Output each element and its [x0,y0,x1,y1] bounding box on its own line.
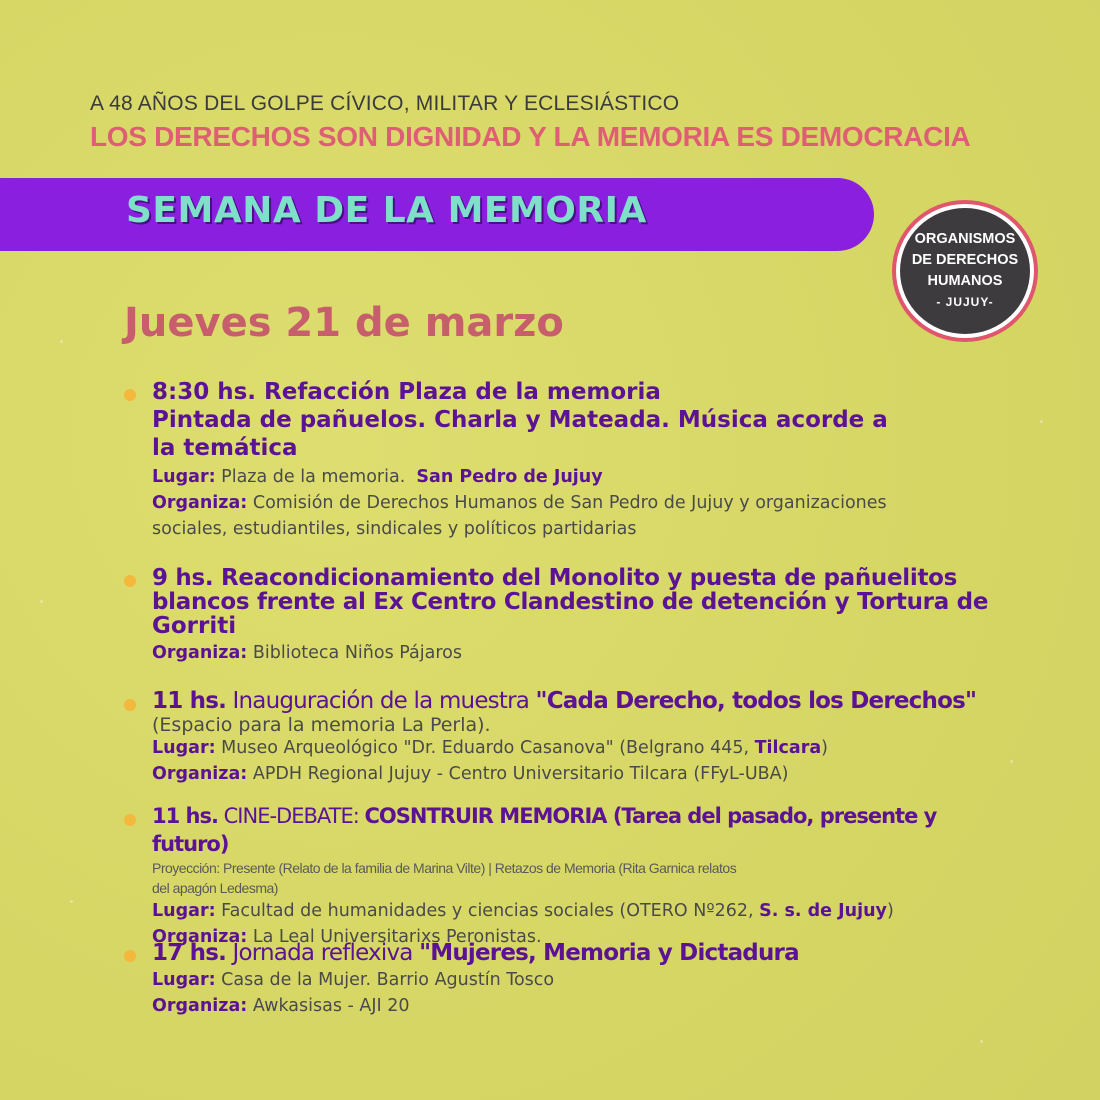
organizer-label: Organiza: [152,643,248,663]
place-value: Plaza de la memoria. [221,467,406,487]
organizer-label: Organiza: [152,764,248,784]
bullet-icon [124,950,136,962]
event-note: Proyección: Presente (Relato de la familia de Marina Vilte) | Retazos de Memoria (Rita Garnica relatos [152,860,737,876]
event-title [152,687,1012,715]
event-item [152,802,1012,950]
event-title: Pintada de pañuelos. Charla y Mateada. Música acorde a [152,407,888,433]
place-label: Lugar: [152,970,216,990]
event-title: la temática [152,435,298,461]
event-note: del apagón Ledesma) [152,880,278,896]
organizer-value: APDH Regional Jujuy - Centro Universitario Tilcara (FFyL-UBA) [252,764,789,784]
place-label: Lugar: [152,901,216,921]
event-title-text: CINE-DEBATE: [217,804,365,828]
organizer-value: Awkasisas - AJI 20 [252,996,410,1016]
badge-line: HUMANOS [927,273,1003,289]
event-title: 9 hs. Reacondicionamiento del Monolito y puesta de pañuelitos [152,565,958,591]
event-title-bold: "Mujeres, Memoria y Dictadura [419,940,799,966]
place-value: Casa de la Mujer. Barrio Agustín Tosco [221,970,555,990]
place-end: ) [886,901,894,921]
organizer-value: La Leal Universitarixs Peronistas. [252,927,542,947]
place-end: ) [821,738,828,758]
event-title-text: Jornada reflexiva [226,940,420,966]
event-title: Gorriti [152,613,237,639]
event-time: 11 hs. [152,804,218,828]
bullet-icon [124,575,136,587]
organizer-label: Organiza: [152,927,248,947]
speck [980,1040,983,1043]
event-title-bold: "Cada Derecho, todos los Derechos" [535,688,977,714]
organization-badge [896,204,1034,338]
organizer-value-cont: sociales, estudiantiles, sindicales y políticos partidarias [152,519,637,539]
organizer-value: Biblioteca Niños Pájaros [252,643,462,663]
event-item [152,566,1012,666]
event-title-bold: COSNTRUIR MEMORIA (Tarea del pasado, presente y futuro) [152,804,937,856]
place-city: San Pedro de Jujuy [416,467,603,487]
badge-line: DE DERECHOS [911,252,1019,268]
organizer-value: Comisión de Derechos Humanos de San Pedro de Jujuy y organizaciones [252,493,887,513]
badge-line: ORGANISMOS [914,231,1016,247]
event-organizer [152,490,1012,516]
event-item [152,378,1012,542]
bullet-icon [124,814,136,826]
speck [60,340,63,343]
event-title-text: Inauguración de la muestra [226,688,536,714]
place-value: Facultad de humanidades y ciencias sociales (OTERO Nº262, [221,901,760,921]
event-organizer [152,993,1012,1019]
badge-line: - JUJUY- [936,295,994,309]
headline: LOS DERECHOS SON DIGNIDAD Y LA MEMORIA ES DEMOCRACIA [90,121,971,152]
event-title [152,802,1012,858]
event-title [152,939,1012,967]
place-city: Tilcara [754,738,822,758]
bullet-icon [124,389,136,401]
event-title: blancos frente al Ex Centro Clandestino de detención y Tortura de [152,589,989,615]
event-time: 17 hs. [152,940,227,966]
event-place [152,967,1012,993]
event-organizer [152,640,1012,666]
organizer-label: Organiza: [152,996,248,1016]
event-organizer [152,761,1012,787]
place-value: Museo Arqueológico "Dr. Eduardo Casanova" (Belgrano 445, [221,738,755,758]
place-label: Lugar: [152,738,216,758]
event-place [152,464,1012,490]
banner-title: SEMANA DE LA MEMORIA [126,190,647,231]
kicker-text: A 48 AÑOS DEL GOLPE CÍVICO, MILITAR Y ECLESIÁSTICO [90,92,680,115]
event-item [152,939,1012,1019]
organizer-label: Organiza: [152,493,248,513]
place-label: Lugar: [152,467,216,487]
place-city: S. s. de Jujuy [759,901,887,921]
event-subtitle: (Espacio para la memoria La Perla). [152,714,491,736]
event-time: 11 hs. [152,688,227,714]
event-title: 8:30 hs. Refacción Plaza de la memoria [152,379,661,405]
event-date: Jueves 21 de marzo [124,300,564,346]
speck [1040,420,1043,423]
bullet-icon [124,699,136,711]
speck [40,600,43,603]
event-place [152,898,1012,924]
event-place [152,735,1012,761]
speck [70,900,73,903]
event-item [152,687,1012,787]
